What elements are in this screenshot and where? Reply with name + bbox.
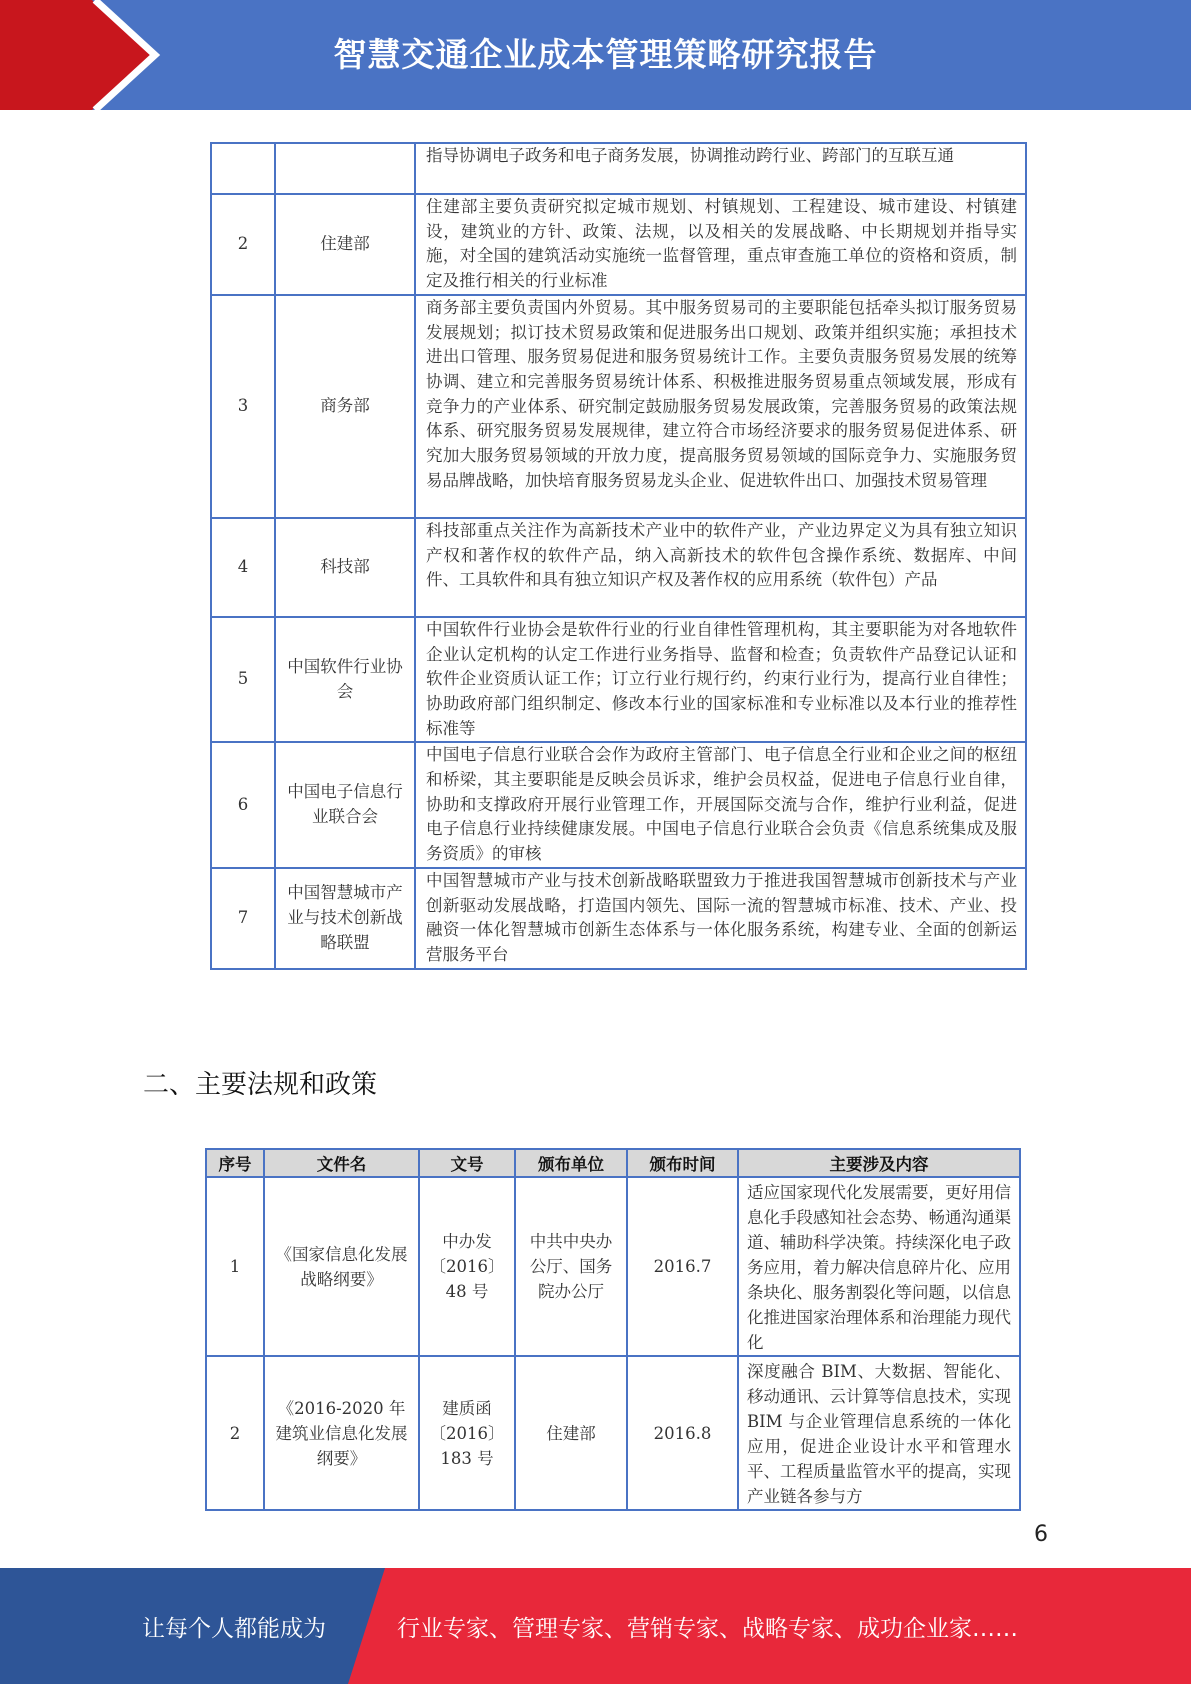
row-number: 6: [211, 742, 275, 868]
row-number: 3: [211, 295, 275, 518]
table-row: [206, 1356, 1020, 1510]
table-row: [206, 1177, 1020, 1356]
main-content: 适应国家现代化发展需要，更好用信息化手段感知社会态势、畅通沟通渠道、辅助科学决策。持续深化电子政务应用，着力解决信息碎片化、应用条块化、服务割裂化等问题，以信息化推进国家治理体系和治理能力现代化: [738, 1177, 1020, 1356]
row-number: 5: [211, 617, 275, 743]
table-row: [211, 742, 1026, 868]
organization-name: 中国电子信息行业联合会: [275, 742, 415, 868]
table-row: [211, 194, 1026, 295]
table-header-row: [206, 1149, 1020, 1177]
organization-description: 中国电子信息行业联合会作为政府主管部门、电子信息全行业和企业之间的枢纽和桥梁，其主要职能是反映会员诉求，维护会员权益，促进电子信息行业自律，协助和支撑政府开展行业管理工作，开展国际交流与合作，维护行业利益，促进电子信息行业持续健康发展。中国电子信息行业联合会负责《信息系统集成及服务资质》的审核: [415, 742, 1026, 868]
issue-date: 2016.8: [627, 1356, 738, 1510]
table-row: [211, 868, 1026, 969]
column-header: 主要涉及内容: [738, 1149, 1020, 1177]
row-number: 4: [211, 518, 275, 617]
table-row: [211, 143, 1026, 194]
row-number: 2: [206, 1356, 264, 1510]
organization-name: 科技部: [275, 518, 415, 617]
organization-name: 商务部: [275, 295, 415, 518]
organization-description: 商务部主要负责国内外贸易。其中服务贸易司的主要职能包括牵头拟订服务贸易发展规划；拟订技术贸易政策和促进服务出口规划、政策并组织实施；承担技术进出口管理、服务贸易促进和服务贸易统计工作。主要负责服务贸易发展的统筹协调、建立和完善服务贸易统计体系、积极推进服务贸易重点领域发展，形成有竞争力的产业体系、研究制定鼓励服务贸易发展政策，完善服务贸易的政策法规体系、研究服务贸易发展规律，建立符合市场经济要求的服务贸易促进体系、研究加大服务贸易领域的开放力度，提高服务贸易领域的国际竞争力、实施服务贸易品牌战略，加快培育服务贸易龙头企业、促进软件出口、加强技术贸易管理: [415, 295, 1026, 518]
column-header: 颁布时间: [627, 1149, 738, 1177]
document-number: 中办发〔2016〕48 号: [419, 1177, 515, 1356]
main-content: 深度融合 BIM、大数据、智能化、移动通讯、云计算等信息技术，实现 BIM 与企业管理信息系统的一体化应用，促进企业设计水平和管理水平、工程质量监管水平的提高，实现产业链各参与方: [738, 1356, 1020, 1510]
regulations-table: [205, 1148, 1021, 1511]
organization-name: 中国软件行业协会: [275, 617, 415, 743]
section-heading: 二、主要法规和政策: [143, 1070, 378, 1100]
page-number: 6: [1034, 1522, 1048, 1547]
table-row: [211, 518, 1026, 617]
organization-description: 科技部重点关注作为高新技术产业中的软件产业，产业边界定义为具有独立知识产权和著作权的软件产品，纳入高新技术的软件包含操作系统、数据库、中间件、工具软件和具有独立知识产权及著作权的应用系统（软件包）产品: [415, 518, 1026, 617]
page-footer: [0, 1568, 1191, 1684]
column-header: 序号: [206, 1149, 264, 1177]
organization-description: 指导协调电子政务和电子商务发展，协调推动跨行业、跨部门的互联互通: [415, 143, 1026, 194]
table-row: [211, 617, 1026, 743]
row-number: 2: [211, 194, 275, 295]
table-row: [211, 295, 1026, 518]
document-name: 《国家信息化发展战略纲要》: [264, 1177, 419, 1356]
organization-description: 中国软件行业协会是软件行业的行业自律性管理机构，其主要职能为对各地软件企业认定机构的认定工作进行业务指导、监督和检查；负责软件产品登记认证和软件企业资质认证工作；订立行业行规行约，约束行业行为，提高行业自律性；协助政府部门组织制定、修改本行业的国家标准和专业标准以及本行业的推荐性标准等: [415, 617, 1026, 743]
row-number: [211, 143, 275, 194]
footer-slogan-left: 让每个人都能成为: [142, 1615, 326, 1642]
column-header: 文件名: [264, 1149, 419, 1177]
column-header: 文号: [419, 1149, 515, 1177]
page-header: [0, 0, 1191, 110]
issuing-authority: 中共中央办公厅、国务院办公厅: [515, 1177, 627, 1356]
document-name: 《2016-2020 年建筑业信息化发展纲要》: [264, 1356, 419, 1510]
issue-date: 2016.7: [627, 1177, 738, 1356]
organizations-table: [210, 142, 1027, 970]
row-number: 1: [206, 1177, 264, 1356]
organization-name: 住建部: [275, 194, 415, 295]
column-header: 颁布单位: [515, 1149, 627, 1177]
report-title: 智慧交通企业成本管理策略研究报告: [333, 35, 878, 74]
organization-name: [275, 143, 415, 194]
document-number: 建质函〔2016〕183 号: [419, 1356, 515, 1510]
issuing-authority: 住建部: [515, 1356, 627, 1510]
organization-description: 中国智慧城市产业与技术创新战略联盟致力于推进我国智慧城市创新技术与产业创新驱动发展战略，打造国内领先、国际一流的智慧城市标准、技术、产业、投融资一体化智慧城市创新生态体系与一体化服务系统，构建专业、全面的创新运营服务平台: [415, 868, 1026, 969]
row-number: 7: [211, 868, 275, 969]
footer-slogan-right: 行业专家、管理专家、营销专家、战略专家、成功企业家……: [397, 1615, 1018, 1642]
organization-name: 中国智慧城市产业与技术创新战略联盟: [275, 868, 415, 969]
organization-description: 住建部主要负责研究拟定城市规划、村镇规划、工程建设、城市建设、村镇建设，建筑业的方针、政策、法规，以及相关的发展战略、中长期规划并指导实施，对全国的建筑活动实施统一监督管理，重点审查施工单位的资格和资质，制定及推行相关的行业标准: [415, 194, 1026, 295]
